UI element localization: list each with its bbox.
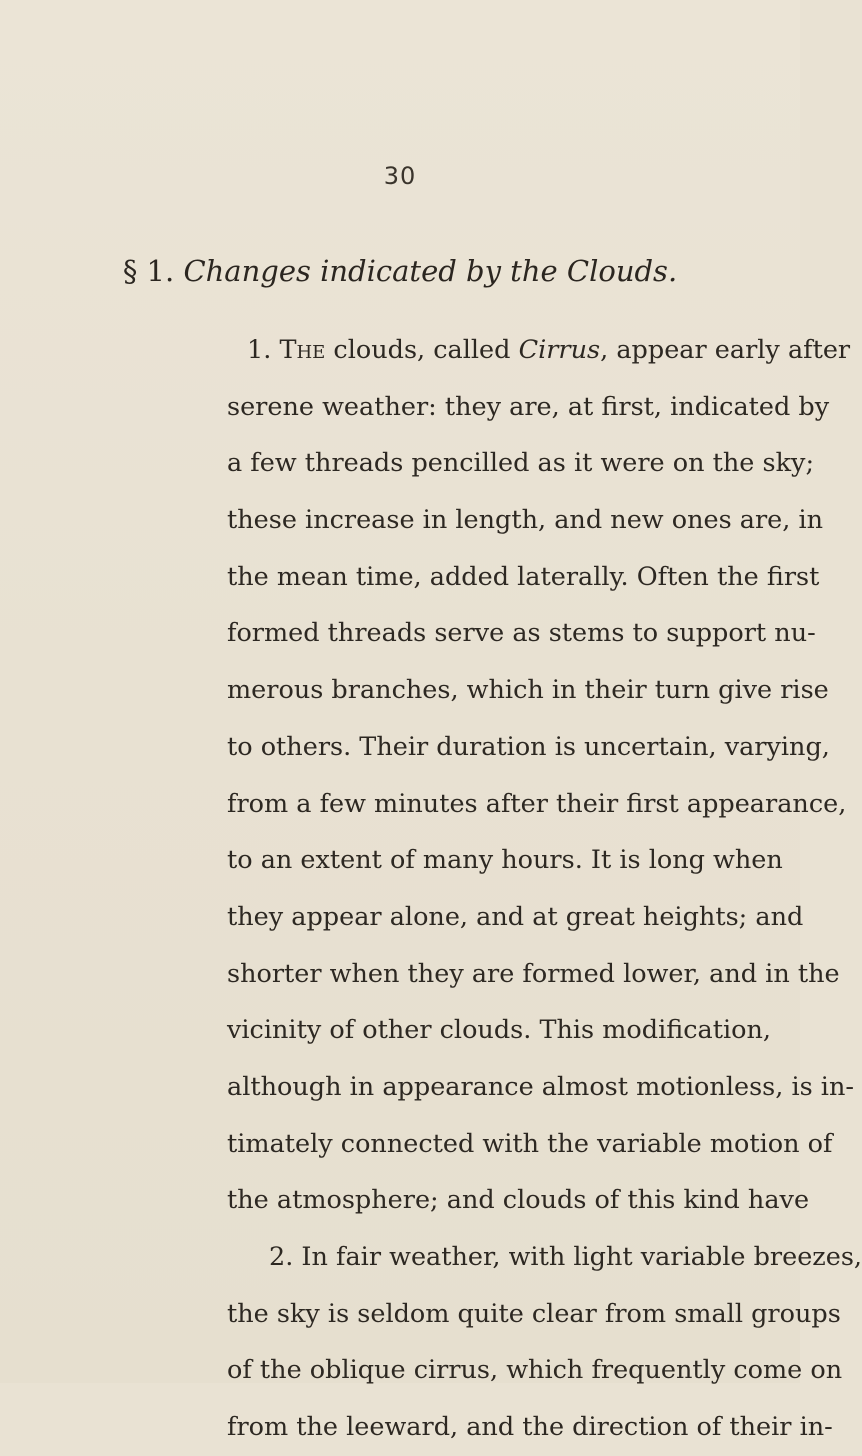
text-line: from the leeward, and the direction of their in- xyxy=(227,1412,833,1443)
text-line: the sky is seldom quite clear from small groups xyxy=(227,1298,841,1329)
body-text xyxy=(227,322,862,1456)
text-line: of the oblique cirrus, which frequently come on xyxy=(227,1355,843,1386)
text-line: vicinity of other clouds. This modification, xyxy=(227,1015,772,1046)
text-line: to an extent of many hours. It is long when xyxy=(227,845,783,876)
text-run: , appear early after xyxy=(600,335,851,365)
section-mark: § 1. xyxy=(122,254,175,288)
text-line: from a few minutes after their first appearance, xyxy=(227,788,847,819)
text-line: although in appearance almost motionless, is in- xyxy=(227,1071,854,1102)
text-line: the mean time, added laterally. Often the first xyxy=(227,561,820,592)
text-line: merous branches, which in their turn give rise xyxy=(227,675,829,706)
paragraph-1-line-1 xyxy=(227,322,851,379)
section-title: Changes indicated by the Clouds. xyxy=(183,254,678,288)
lead-word: The xyxy=(279,335,326,365)
paragraph-number: 1. xyxy=(247,335,272,365)
text-line: timately connected with the variable motion of xyxy=(227,1128,833,1159)
text-line: 2. In fair weather, with light variable breezes, xyxy=(269,1242,862,1272)
term-cirrus: Cirrus xyxy=(518,335,601,365)
text-line: a few threads pencilled as it were on the sky; xyxy=(227,448,815,479)
text-line: these increase in length, and new ones are, in xyxy=(227,505,824,536)
page-number: 30 xyxy=(383,162,417,190)
text-run: clouds, called xyxy=(325,335,519,365)
section-heading xyxy=(0,254,800,288)
text-line: they appear alone, and at great heights; and xyxy=(227,901,804,932)
text-line: serene weather: they are, at first, indicated by xyxy=(227,391,830,422)
text-line: to others. Their duration is uncertain, varying, xyxy=(227,731,830,762)
text-line: formed threads serve as stems to support nu- xyxy=(227,618,816,649)
text-line: the atmosphere; and clouds of this kind have xyxy=(227,1185,810,1216)
text-line: shorter when they are formed lower, and in the xyxy=(227,958,840,989)
